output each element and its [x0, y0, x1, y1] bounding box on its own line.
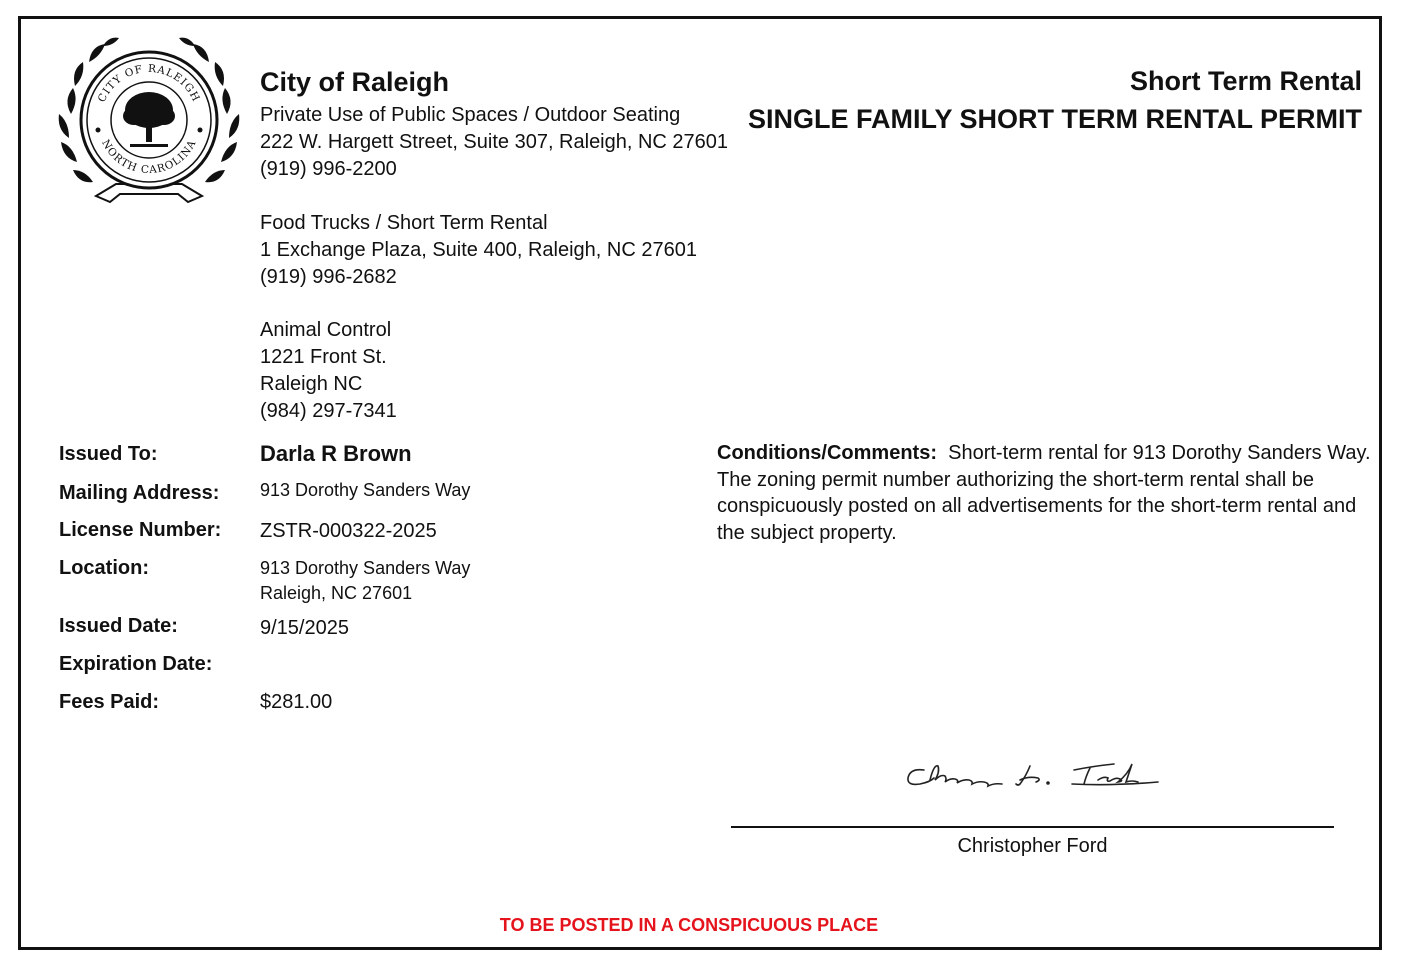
office-city: Raleigh NC [260, 373, 363, 395]
office-name: Food Trucks / Short Term Rental [260, 212, 548, 234]
permit-category: Short Term Rental [1129, 66, 1362, 96]
svg-text:NORTH CAROLINA: NORTH CAROLINA [99, 137, 199, 177]
office-phone: (919) 996-2200 [260, 158, 397, 180]
handwritten-signature [902, 758, 1164, 798]
office-block-food-trucks [260, 210, 697, 291]
fees-paid-label: Fees Paid: [59, 691, 160, 713]
location-value [260, 556, 470, 606]
office-name: Animal Control [260, 319, 392, 341]
office-block-outdoor-seating [260, 102, 728, 183]
location-label: Location: [59, 557, 149, 579]
office-address: 1 Exchange Plaza, Suite 400, Raleigh, NC 27601 [260, 239, 697, 261]
svg-text:CITY OF RALEIGH: CITY OF RALEIGH [95, 62, 203, 105]
signature-line [731, 826, 1334, 828]
office-name: Private Use of Public Spaces / Outdoor Seating [260, 104, 681, 126]
issued-date-value: 9/15/2025 [260, 617, 349, 639]
mailing-address-value: 913 Dorothy Sanders Way [260, 480, 471, 500]
conditions-block [717, 440, 1377, 546]
license-number-label: License Number: [59, 519, 222, 541]
office-address: 1221 Front St. [260, 346, 387, 368]
mailing-address-label: Mailing Address: [59, 482, 220, 504]
city-seal-logo [56, 32, 242, 214]
permit-title: SINGLE FAMILY SHORT TERM RENTAL PERMIT [747, 104, 1362, 134]
location-line-2: Raleigh, NC 27601 [260, 583, 413, 603]
fees-paid-value: $281.00 [260, 691, 333, 713]
signer-name: Christopher Ford [957, 835, 1108, 857]
location-line-1: 913 Dorothy Sanders Way [260, 558, 471, 578]
expiration-date-label: Expiration Date: [59, 653, 213, 675]
issued-to-label: Issued To: [59, 443, 158, 465]
license-number-value: ZSTR-000322-2025 [260, 520, 437, 542]
office-address: 222 W. Hargett Street, Suite 307, Raleigh, NC 27601 [260, 131, 729, 153]
org-name: City of Raleigh [260, 67, 450, 97]
office-block-animal-control [260, 317, 397, 425]
office-phone: (919) 996-2682 [260, 266, 397, 288]
office-phone: (984) 297-7341 [260, 400, 397, 422]
issued-date-label: Issued Date: [59, 615, 178, 637]
conditions-text: Short-term rental for 913 Dorothy Sanders Way. The zoning permit number authorizing the short-term rental shall be conspicuously posted on all advertisements for the short-term rental and the subject property. [717, 442, 1371, 544]
posting-notice: TO BE POSTED IN A CONSPICUOUS PLACE [499, 915, 879, 935]
conditions-label: Conditions/Comments: [717, 442, 937, 464]
issued-to-value: Darla R Brown [260, 441, 412, 466]
